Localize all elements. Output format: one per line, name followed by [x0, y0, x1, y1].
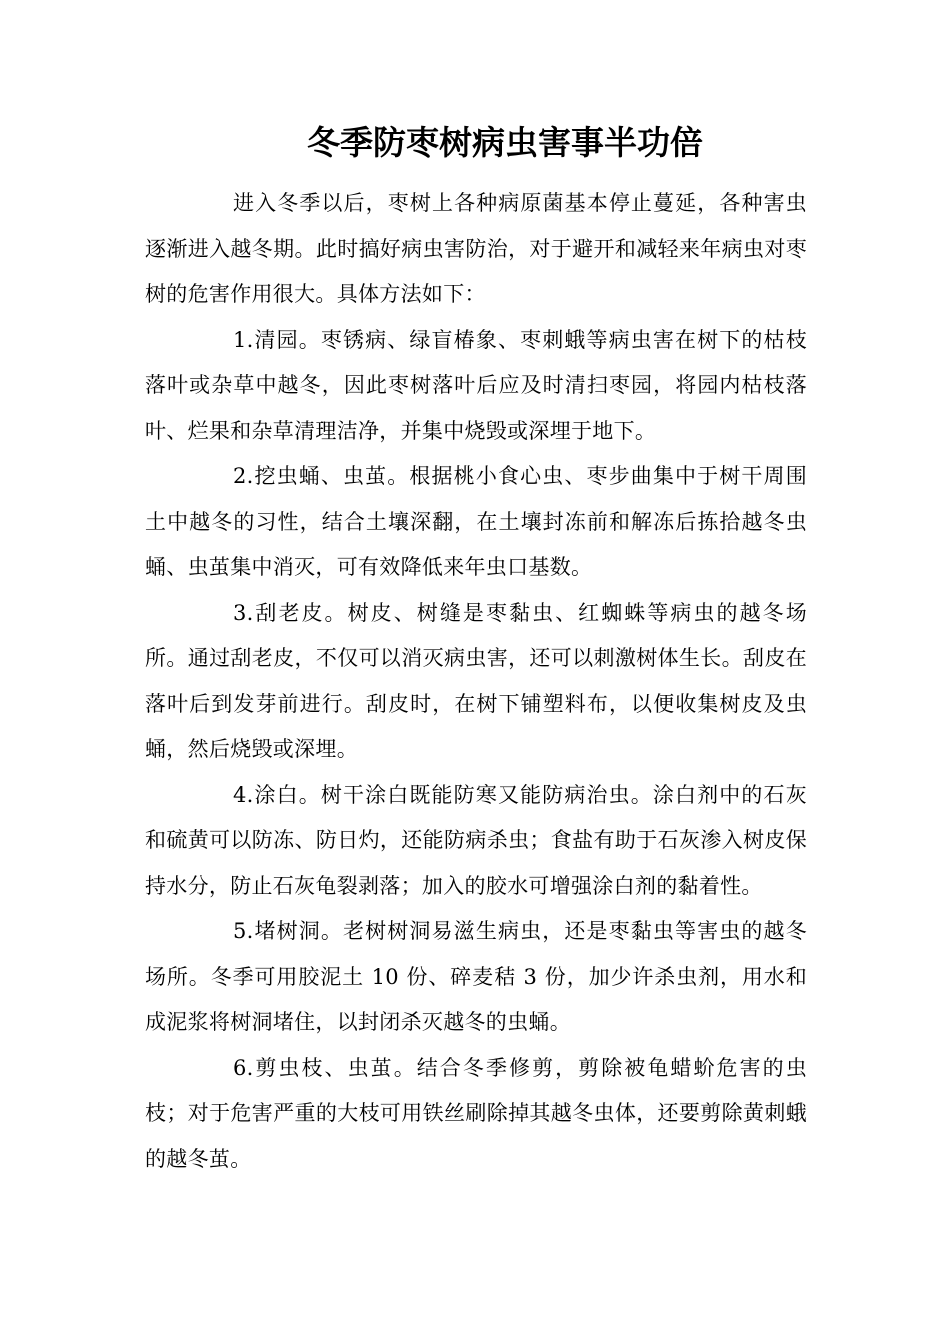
paragraph-1-clean-orchard: 1.清园。枣锈病、绿盲椿象、枣刺蛾等病虫害在树下的枯枝落叶或杂草中越冬，因此枣树落叶后应及时清扫枣园，将园内枯枝落叶、烂果和杂草清理洁净，并集中烧毁或深埋于地下。 [145, 327, 807, 443]
paragraph-intro: 进入冬季以后，枣树上各种病原菌基本停止蔓延，各种害虫逐渐进入越冬期。此时搞好病虫害防治，对于避开和减轻来年病虫对枣树的危害作用很大。具体方法如下： [145, 191, 807, 306]
paragraph-2-dig-pupae: 2.挖虫蛹、虫茧。根据桃小食心虫、枣步曲集中于树干周围土中越冬的习性，结合土壤深翻，在土壤封冻前和解冻后拣拾越冬虫蛹、虫茧集中消灭，可有效降低来年虫口基数。 [145, 464, 807, 579]
paragraph-4-whitewash: 4.涂白。树干涂白既能防寒又能防病治虫。涂白剂中的石灰和硫黄可以防冻、防日灼，还能防病杀虫；食盐有助于石灰渗入树皮保持水分，防止石灰龟裂剥落；加入的胶水可增强涂白剂的黏着性。 [145, 782, 807, 898]
paragraph-3-scrape-bark: 3.刮老皮。树皮、树缝是枣黏虫、红蜘蛛等病虫的越冬场所。通过刮老皮，不仅可以消灭病虫害，还可以刺激树体生长。刮皮在落叶后到发芽前进行。刮皮时，在树下铺塑料布，以便收集树皮及虫蛹，然后烧毁或深埋。 [145, 600, 807, 761]
document-title: 冬季防枣树病虫害事半功倍 [307, 123, 703, 162]
paragraph-5-plug-holes: 5.堵树洞。老树树洞易滋生病虫，还是枣黏虫等害虫的越冬场所。冬季可用胶泥土 10 份、碎麦秸 3 份，加少许杀虫剂，用水和成泥浆将树洞堵住，以封闭杀灭越冬的虫蛹。 [145, 919, 807, 1034]
document-body [145, 181, 807, 1182]
paragraph-6-prune-branches: 6.剪虫枝、虫茧。结合冬季修剪，剪除被龟蜡蚧危害的虫枝；对于危害严重的大枝可用铁丝刷除掉其越冬虫体，还要剪除黄刺蛾的越冬茧。 [145, 1055, 807, 1171]
